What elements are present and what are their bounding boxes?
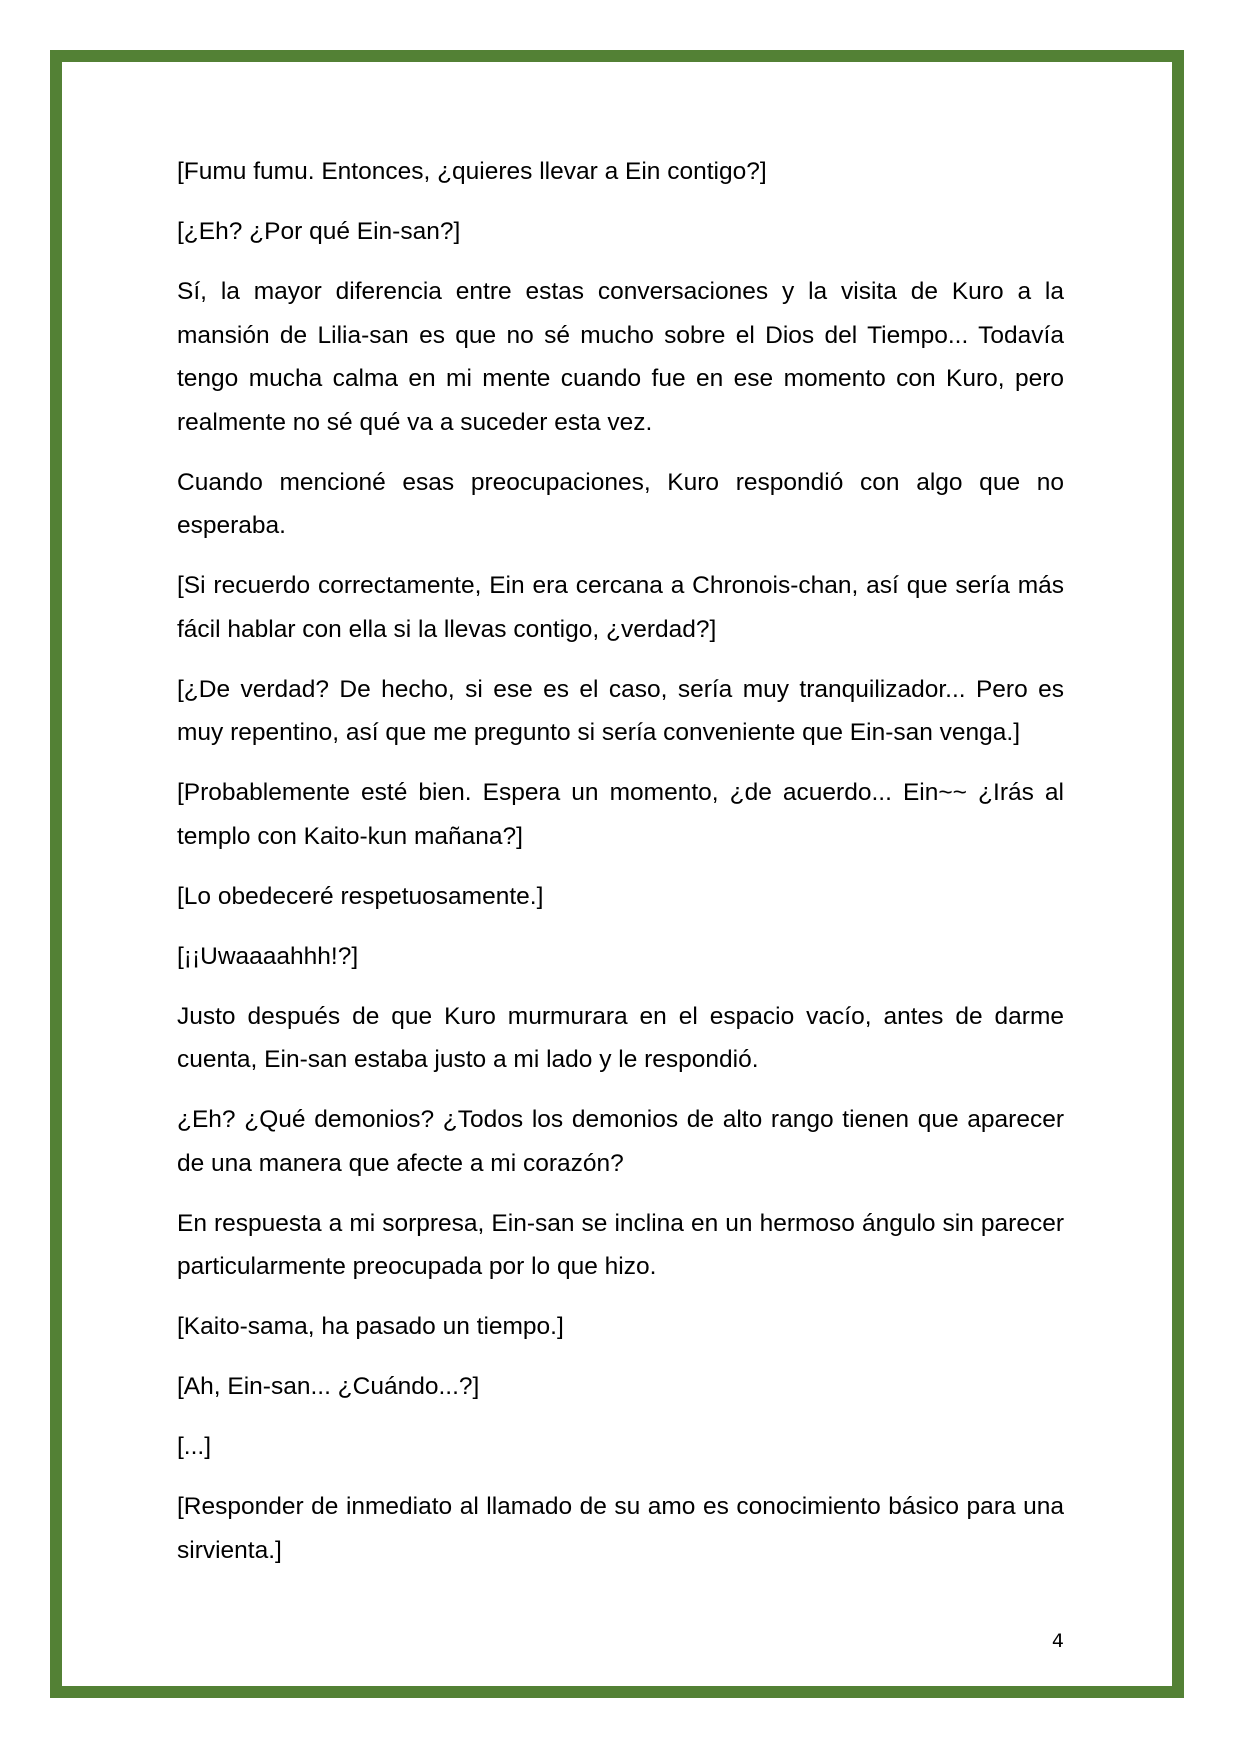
paragraph: [Fumu fumu. Entonces, ¿quieres llevar a Ein contigo?]: [177, 158, 767, 185]
paragraph: [Probablemente esté bien. Espera un momento, ¿de acuerdo... Ein~~ ¿Irás al templo con Kaito-kun mañana?]: [177, 779, 1064, 850]
paragraph: ¿Eh? ¿Qué demonios? ¿Todos los demonios de alto rango tienen que aparecer de una manera que afecte a mi corazón?: [177, 1106, 1064, 1177]
paragraph: [Ah, Ein-san... ¿Cuándo...?]: [177, 1373, 480, 1400]
paragraph: [¡¡Uwaaaahhh!?]: [177, 942, 359, 970]
paragraph: [Responder de inmediato al llamado de su amo es conocimiento básico para una sirvienta.]: [177, 1493, 1064, 1564]
paragraph: [Si recuerdo correctamente, Ein era cercana a Chronois-chan, así que sería más fácil hablar con ella si la llevas contigo, ¿verdad?]: [177, 572, 1064, 643]
document-body: [177, 150, 1064, 1589]
paragraph: [Kaito-sama, ha pasado un tiempo.]: [177, 1313, 564, 1340]
paragraph: [Lo obedeceré respetuosamente.]: [177, 882, 544, 910]
page-number: 4: [1051, 1630, 1064, 1652]
paragraph: En respuesta a mi sorpresa, Ein-san se inclina en un hermoso ángulo sin parecer particularmente preocupada por lo que hizo.: [177, 1209, 1064, 1280]
paragraph: [¿De verdad? De hecho, si ese es el caso, sería muy tranquilizador... Pero es muy repentino, así que me pregunto si sería conveniente que Ein-san venga.]: [177, 675, 1064, 746]
paragraph: Cuando mencioné esas preocupaciones, Kuro respondió con algo que no esperaba.: [177, 468, 1064, 539]
paragraph: [¿Eh? ¿Por qué Ein-san?]: [177, 218, 461, 245]
paragraph: [...]: [177, 1433, 212, 1460]
paragraph: Justo después de que Kuro murmurara en el espacio vacío, antes de darme cuenta, Ein-san estaba justo a mi lado y le respondió.: [177, 1002, 1064, 1073]
paragraph: Sí, la mayor diferencia entre estas conversaciones y la visita de Kuro a la mansión de Lilia-san es que no sé mucho sobre el Dios del Tiempo... Todavía tengo mucha calma en mi mente cuando fue en ese momento con Kuro, pero realmente no sé qué va a suceder esta vez.: [177, 278, 1064, 436]
